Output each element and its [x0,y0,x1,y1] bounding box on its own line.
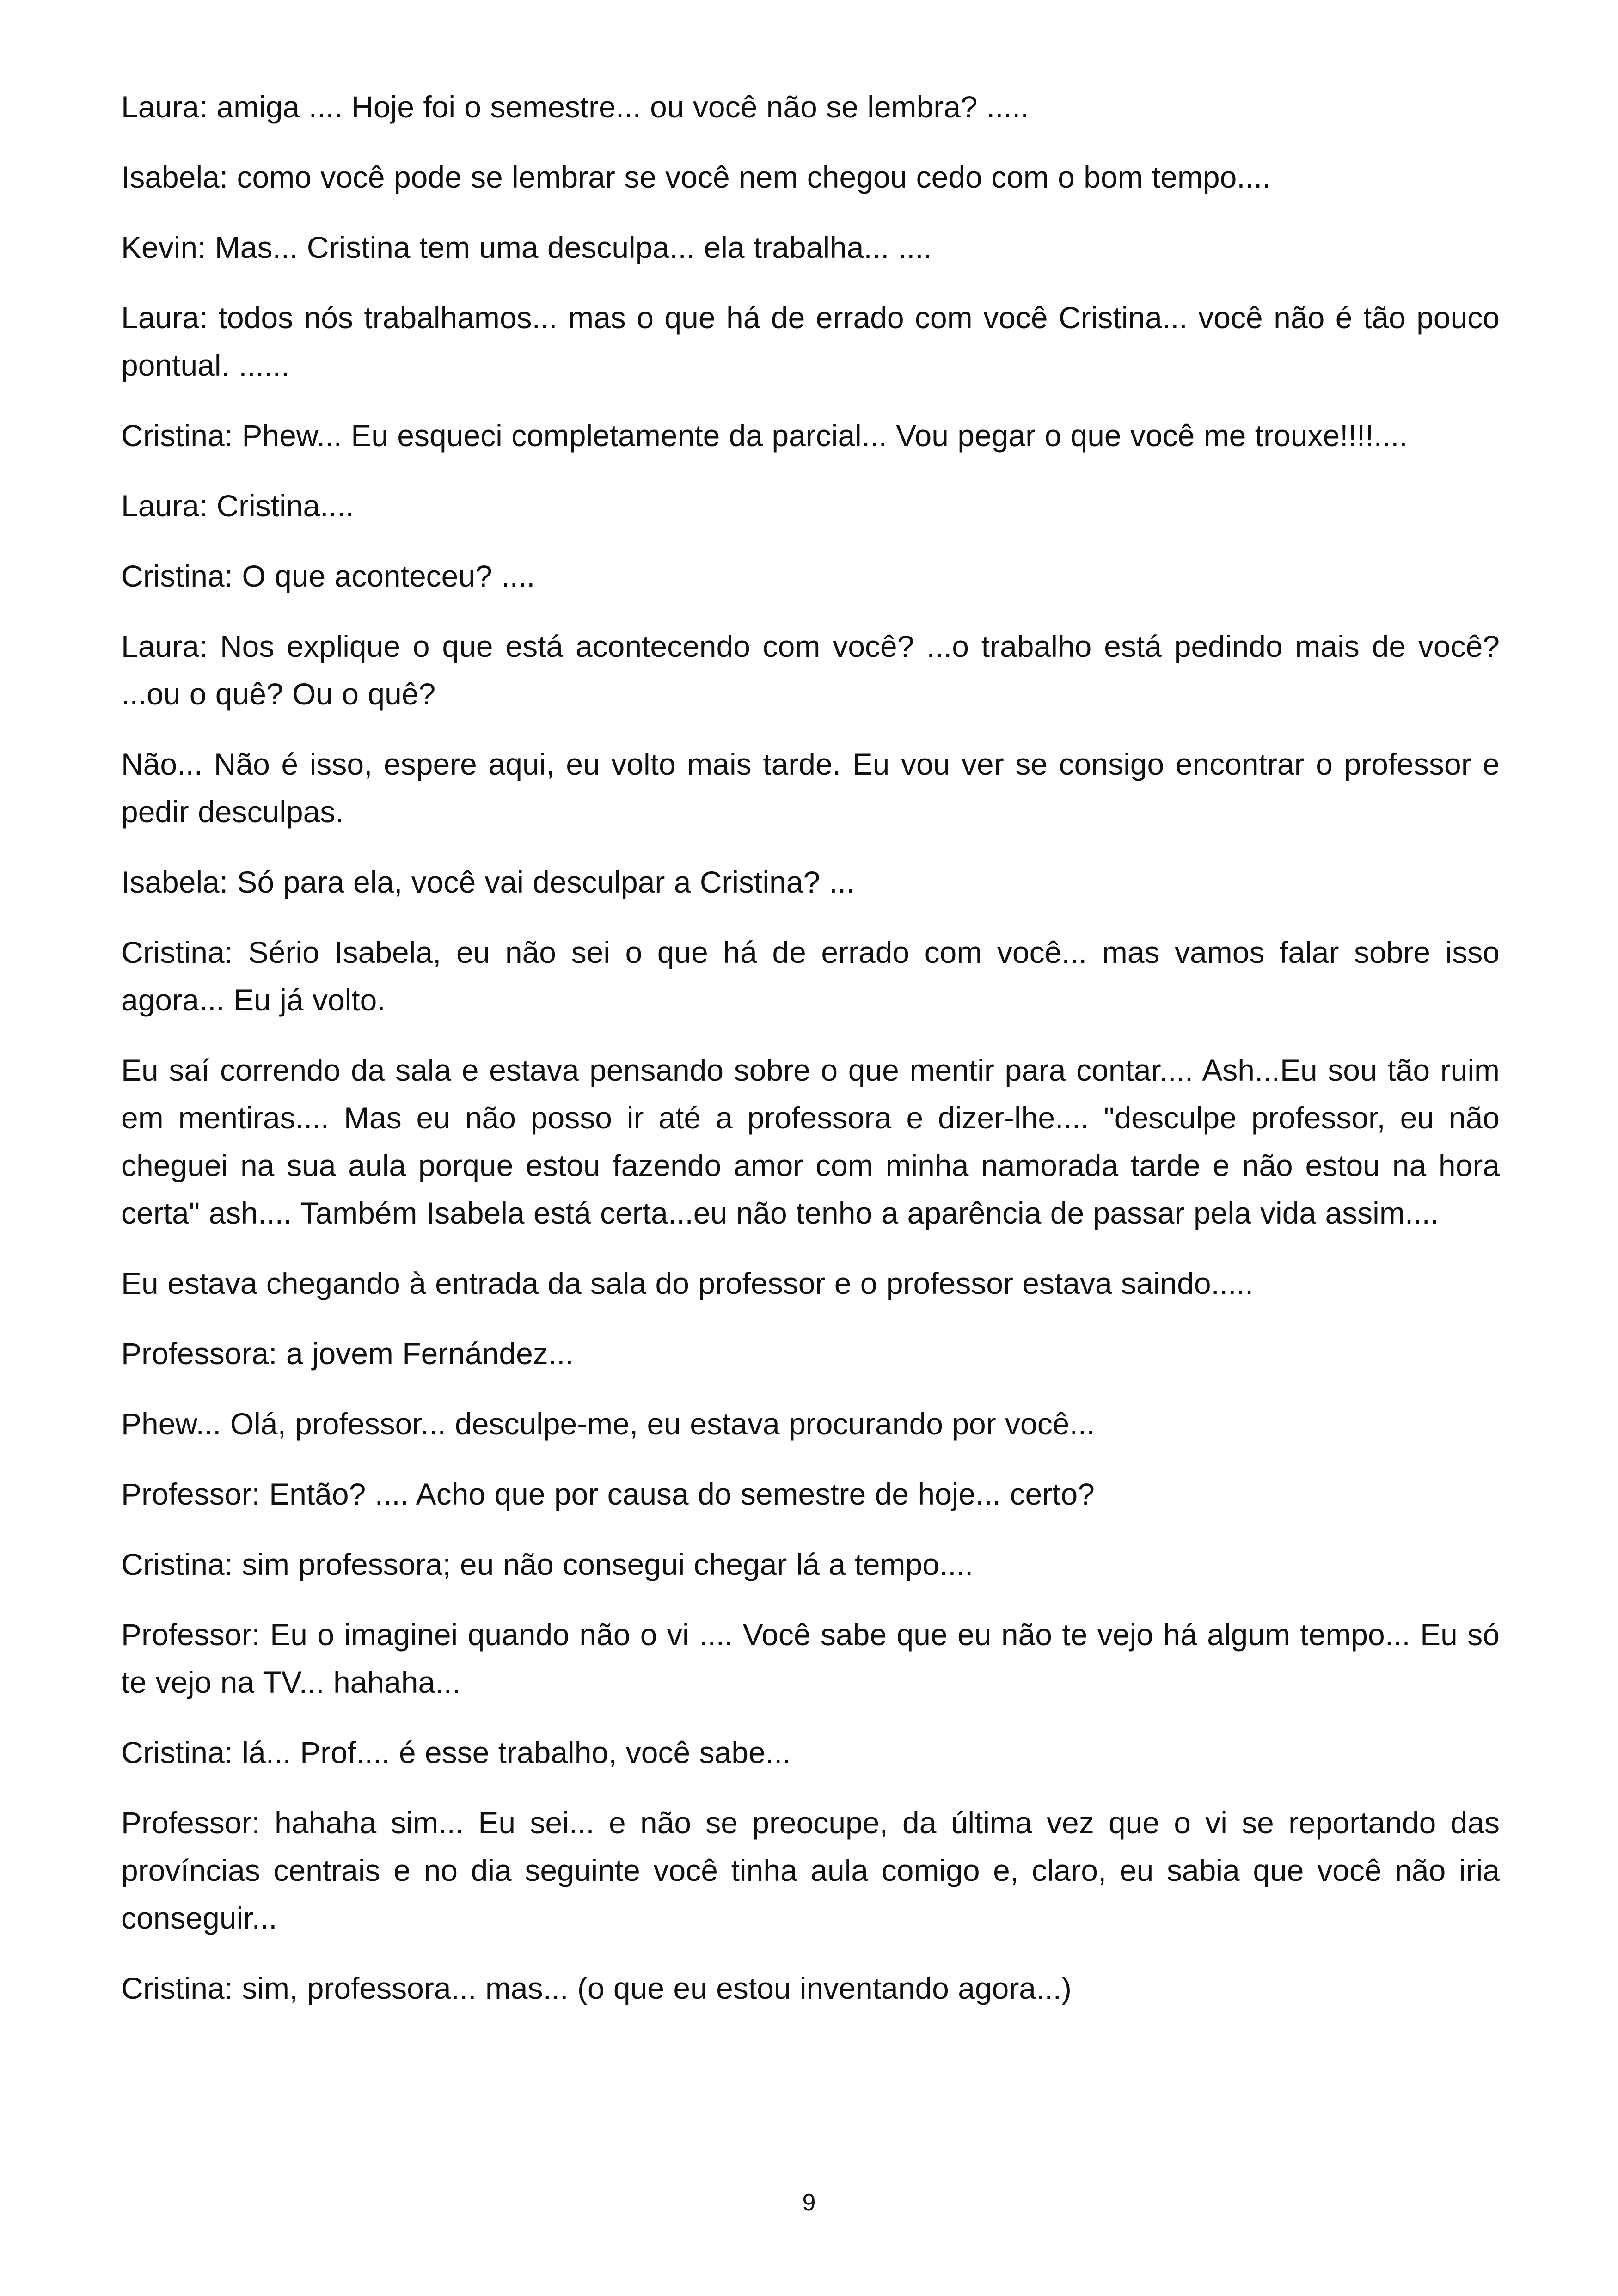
paragraph: Laura: amiga .... Hoje foi o semestre... ou você não se lembra? ..... [121,90,1029,124]
document-body [121,83,1500,2035]
paragraph: Professor: Eu o imaginei quando não o vi .... Você sabe que eu não te vejo há algum tempo... Eu só te vejo na TV... hahaha... [121,1617,1500,1699]
paragraph: Cristina: lá... Prof.... é esse trabalho, você sabe... [121,1735,791,1769]
paragraph: Laura: todos nós trabalhamos... mas o que há de errado com você Cristina... você não é tão pouco pontual. ...... [121,300,1500,382]
paragraph: Laura: Nos explique o que está acontecendo com você? ...o trabalho está pedindo mais de você? ...ou o quê? Ou o quê? [121,629,1500,711]
paragraph: Isabela: como você pode se lembrar se você nem chegou cedo com o bom tempo.... [121,160,1271,194]
paragraph: Cristina: Phew... Eu esqueci completamente da parcial... Vou pegar o que você me trouxe!!!!.... [121,418,1408,453]
paragraph: Eu estava chegando à entrada da sala do professor e o professor estava saindo..... [121,1266,1254,1300]
paragraph: Phew... Olá, professor... desculpe-me, eu estava procurando por você... [121,1407,1095,1441]
paragraph: Cristina: sim, professora... mas... (o que eu estou inventando agora...) [121,1971,1072,2005]
paragraph: Professora: a jovem Fernández... [121,1336,574,1371]
paragraph: Cristina: Sério Isabela, eu não sei o que há de errado com você... mas vamos falar sobre isso agora... Eu já volto. [121,935,1500,1017]
paragraph: Isabela: Só para ela, você vai desculpar a Cristina? ... [121,865,855,899]
paragraph: Laura: Cristina.... [121,489,354,523]
paragraph: Não... Não é isso, espere aqui, eu volto mais tarde. Eu vou ver se consigo encontrar o professor e pedir desculpas. [121,747,1500,829]
paragraph: Cristina: sim professora; eu não consegui chegar lá a tempo.... [121,1547,974,1581]
page-number: 9 [802,2189,816,2216]
paragraph: Kevin: Mas... Cristina tem uma desculpa... ela trabalha... .... [121,230,932,264]
paragraph: Cristina: O que aconteceu? .... [121,559,535,593]
paragraph: Professor: Então? .... Acho que por causa do semestre de hoje... certo? [121,1477,1095,1511]
paragraph: Professor: hahaha sim... Eu sei... e não se preocupe, da última vez que o vi se reportando das províncias centrais e no dia seguinte você tinha aula comigo e, claro, eu sabia que você não iria conseguir... [121,1806,1500,1935]
paragraph: Eu saí correndo da sala e estava pensando sobre o que mentir para contar.... Ash...Eu sou tão ruim em mentiras.... Mas eu não posso ir até a professora e dizer-lhe.... "desculpe professor, eu não cheguei na sua aula porque estou fazendo amor com minha namorada tarde e não estou na hora certa" ash.... Também Isabela está certa...eu não tenho a aparência de passar pela vida assim.... [121,1053,1500,1230]
